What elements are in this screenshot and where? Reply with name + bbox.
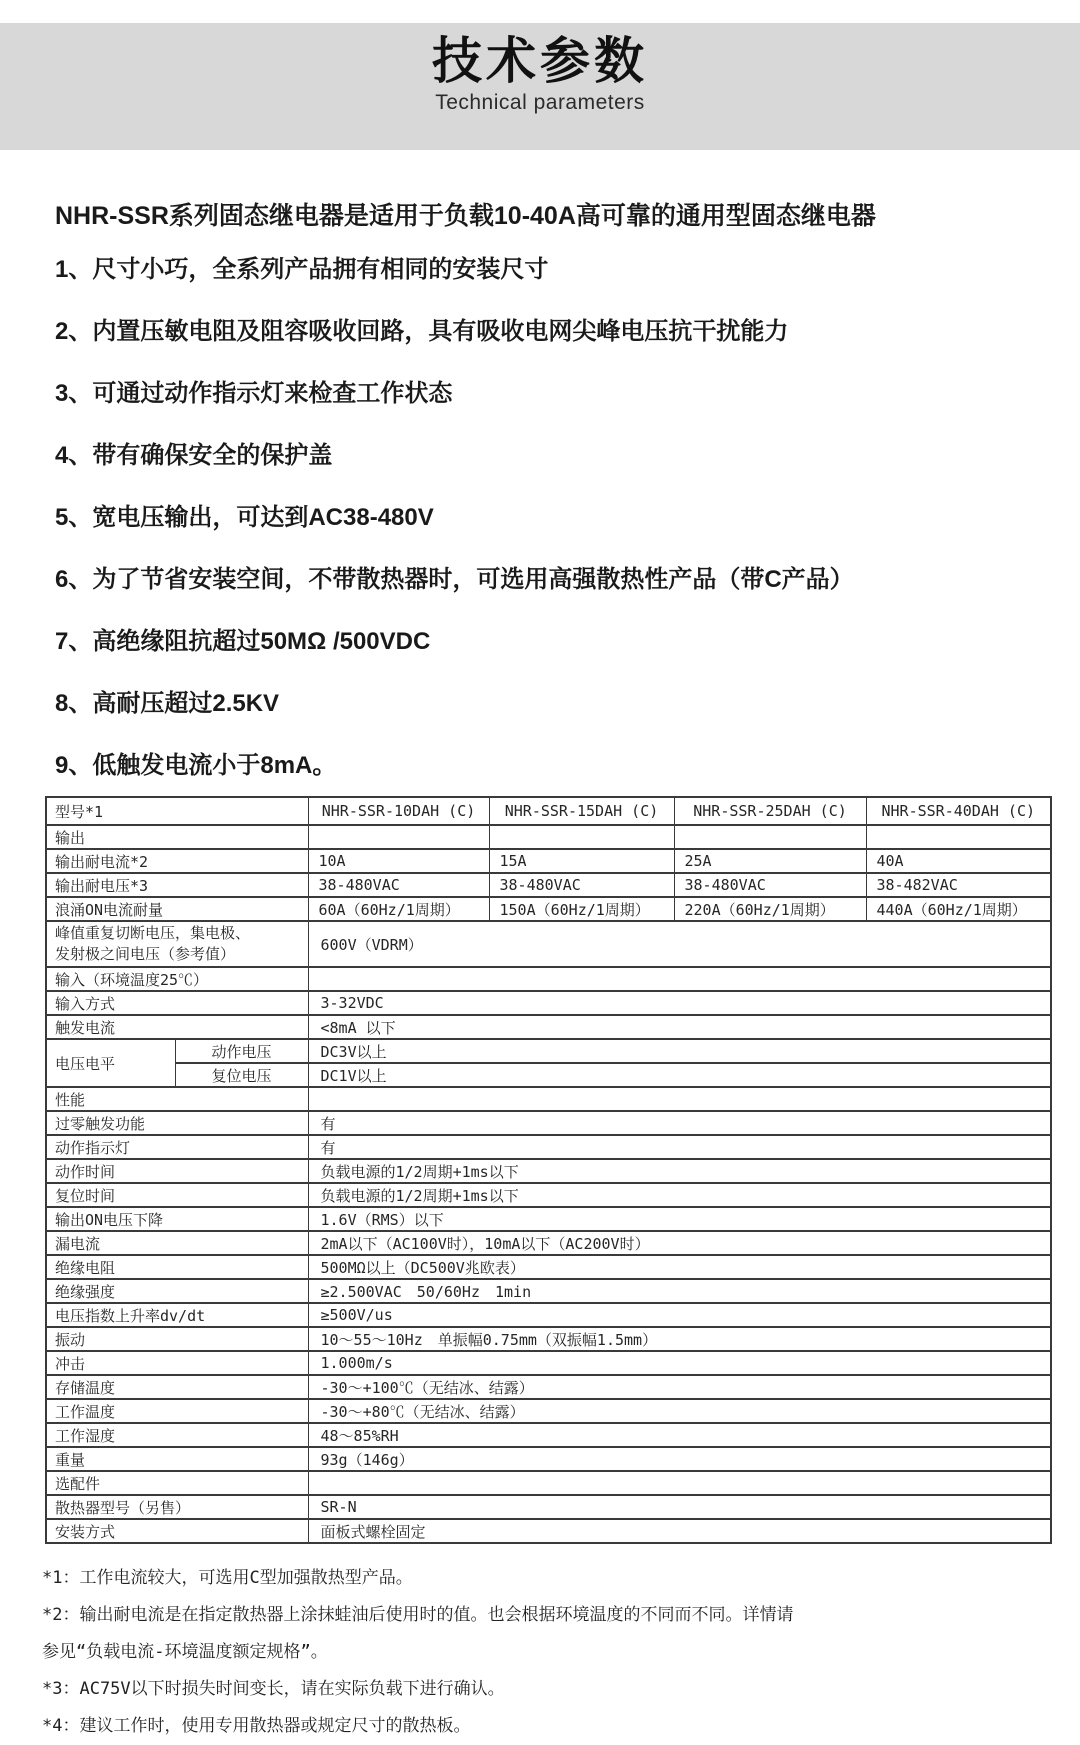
model-name-cell: NHR-SSR-40DAH (C) (866, 797, 1051, 825)
row-label: 选配件 (46, 1471, 308, 1495)
row-label: 振动 (46, 1327, 308, 1351)
row-value: 2mA以下（AC100V时），10mA以下（AC200V时） (308, 1231, 1051, 1255)
table-row (46, 1303, 1051, 1327)
intro-text: NHR-SSR系列固态继电器是适用于负载10-40A高可靠的通用型固态继电器 (55, 202, 876, 230)
footnote-line-1: *1：工作电流较大，可选用C型加强散热型产品。 (42, 1568, 413, 1588)
row-value: 有 (308, 1111, 1051, 1135)
row-label: 工作湿度 (46, 1423, 308, 1447)
row-label: 输入方式 (46, 991, 308, 1015)
row-label: 型号*1 (46, 797, 308, 825)
row-label: 冲击 (46, 1351, 308, 1375)
table-row (46, 1207, 1051, 1231)
row-value: SR-N (308, 1495, 1051, 1519)
page-subtitle: Technical parameters (435, 91, 645, 114)
table-row (46, 1423, 1051, 1447)
feature-item-5: 5、宽电压输出，可达到AC38-480V (55, 504, 434, 531)
row-value: 1.000m/s (308, 1351, 1051, 1375)
row-label: 动作时间 (46, 1159, 308, 1183)
row-label: 绝缘强度 (46, 1279, 308, 1303)
row-value: DC1V以上 (308, 1063, 1051, 1087)
table-row (46, 825, 1051, 849)
row-value: 负载电源的1/2周期+1ms以下 (308, 1183, 1051, 1207)
row-label: 绝缘电阻 (46, 1255, 308, 1279)
row-label: 工作温度 (46, 1399, 308, 1423)
row-value (308, 1087, 1051, 1111)
row-value: 38-480VAC (674, 873, 866, 897)
row-label: 输出耐电流*2 (46, 849, 308, 873)
feature-item-3: 3、可通过动作指示灯来检查工作状态 (55, 380, 453, 407)
feature-item-1: 1、尺寸小巧，全系列产品拥有相同的安装尺寸 (55, 256, 549, 283)
row-value: DC3V以上 (308, 1039, 1051, 1063)
table-row (46, 1447, 1051, 1471)
row-value: 38-480VAC (489, 873, 674, 897)
row-value: 10A (308, 849, 489, 873)
table-row (46, 1255, 1051, 1279)
table-row (46, 1135, 1051, 1159)
row-value (674, 825, 866, 849)
footnotes (42, 1560, 1050, 1745)
row-value: 150A（60Hz/1周期） (489, 897, 674, 921)
row-value: 1.6V（RMS）以下 (308, 1207, 1051, 1231)
table-row (46, 1327, 1051, 1351)
row-value: 93g（146g） (308, 1447, 1051, 1471)
table-row (46, 1039, 1051, 1063)
row-value (866, 825, 1051, 849)
row-label: 浪涌ON电流耐量 (46, 897, 308, 921)
row-label: 过零触发功能 (46, 1111, 308, 1135)
row-value: 600V（VDRM） (308, 921, 1051, 967)
footnote-line-3: 参见“负载电流-环境温度额定规格”。 (42, 1642, 328, 1662)
row-value: ≥500V/us (308, 1303, 1051, 1327)
row-label: 漏电流 (46, 1231, 308, 1255)
row-value: 440A（60Hz/1周期） (866, 897, 1051, 921)
row-label: 存储温度 (46, 1375, 308, 1399)
table-header-row (46, 797, 1051, 825)
model-name-cell: NHR-SSR-15DAH (C) (489, 797, 674, 825)
feature-item-8: 8、高耐压超过2.5KV (55, 690, 280, 717)
row-label: 触发电流 (46, 1015, 308, 1039)
page-title: 技术参数 (432, 33, 648, 89)
row-value: 面板式螺栓固定 (308, 1519, 1051, 1543)
table-section-row (46, 967, 1051, 991)
footnote-line-5: *4：建议工作时，使用专用散热器或规定尺寸的散热板。 (42, 1716, 471, 1736)
row-value: 500MΩ以上（DC500V兆欧表） (308, 1255, 1051, 1279)
table-row (46, 1375, 1051, 1399)
table-row (46, 1231, 1051, 1255)
feature-list (55, 255, 1050, 781)
row-value: 10～55～10Hz 单振幅0.75mm（双振幅1.5mm） (308, 1327, 1051, 1351)
footnote-line-2: *2：输出耐电流是在指定散热器上涂抹蛙油后使用时的值。也会根据环境温度的不同而不同。详情请 (42, 1605, 794, 1625)
row-value: 220A（60Hz/1周期） (674, 897, 866, 921)
row-value (308, 967, 1051, 991)
row-value: 38-482VAC (866, 873, 1051, 897)
feature-item-4: 4、带有确保安全的保护盖 (55, 442, 333, 469)
row-value: 40A (866, 849, 1051, 873)
row-value (308, 1471, 1051, 1495)
table-row (46, 921, 1051, 967)
table-row (46, 1183, 1051, 1207)
row-value: 15A (489, 849, 674, 873)
row-value: 有 (308, 1135, 1051, 1159)
row-label: 重量 (46, 1447, 308, 1471)
row-value: 38-480VAC (308, 873, 489, 897)
table-row (46, 1111, 1051, 1135)
row-label: 输出 (46, 825, 308, 849)
row-value: 负载电源的1/2周期+1ms以下 (308, 1159, 1051, 1183)
table-row (46, 1063, 1051, 1087)
row-group-label: 电压电平 (46, 1039, 175, 1087)
row-value (308, 825, 489, 849)
row-value: -30～+100℃（无结冰、结露） (308, 1375, 1051, 1399)
row-value: 25A (674, 849, 866, 873)
table-row (46, 897, 1051, 921)
content-area (0, 200, 1080, 1745)
table-row (46, 849, 1051, 873)
feature-item-9: 9、低触发电流小于8mA。 (55, 752, 337, 779)
row-label: 安装方式 (46, 1519, 308, 1543)
row-label: 性能 (46, 1087, 308, 1111)
table-row (46, 1399, 1051, 1423)
row-label: 电压指数上升率dv/dt (46, 1303, 308, 1327)
feature-item-6: 6、为了节省安装空间，不带散热器时，可选用高强散热性产品（带C产品） (55, 566, 854, 593)
header-band (0, 23, 1080, 150)
row-value: 3-32VDC (308, 991, 1051, 1015)
row-value: <8mA 以下 (308, 1015, 1051, 1039)
row-label: 输出ON电压下降 (46, 1207, 308, 1231)
table-row (46, 873, 1051, 897)
row-label: 峰值重复切断电压，集电极、 发射极之间电压（参考值） (46, 921, 308, 967)
table-section-row (46, 1087, 1051, 1111)
row-value: 60A（60Hz/1周期） (308, 897, 489, 921)
row-label: 动作指示灯 (46, 1135, 308, 1159)
model-name-cell: NHR-SSR-25DAH (C) (674, 797, 866, 825)
table-row (46, 1495, 1051, 1519)
row-label: 复位时间 (46, 1183, 308, 1207)
model-name-cell: NHR-SSR-10DAH (C) (308, 797, 489, 825)
table-row (46, 991, 1051, 1015)
table-row (46, 1015, 1051, 1039)
feature-item-2: 2、内置压敏电阻及阻容吸收回路，具有吸收电网尖峰电压抗干扰能力 (55, 318, 789, 345)
row-value: 48～85%RH (308, 1423, 1051, 1447)
row-label: 输出耐电压*3 (46, 873, 308, 897)
table-row (46, 1519, 1051, 1543)
row-value (489, 825, 674, 849)
row-label: 输入（环境温度25℃） (46, 967, 308, 991)
feature-item-7: 7、高绝缘阻抗超过50MΩ /500VDC (55, 628, 431, 655)
row-sublabel: 复位电压 (175, 1063, 308, 1087)
table-row (46, 1279, 1051, 1303)
row-value: ≥2.500VAC 50/60Hz 1min (308, 1279, 1051, 1303)
row-value: -30～+80℃（无结冰、结露） (308, 1399, 1051, 1423)
table-section-row (46, 1471, 1051, 1495)
table-row (46, 1351, 1051, 1375)
table-row (46, 1159, 1051, 1183)
spec-table (45, 796, 1052, 1544)
row-sublabel: 动作电压 (175, 1039, 308, 1063)
row-label: 散热器型号（另售） (46, 1495, 308, 1519)
footnote-line-4: *3：AC75V以下时损失时间变长，请在实际负载下进行确认。 (42, 1679, 505, 1699)
